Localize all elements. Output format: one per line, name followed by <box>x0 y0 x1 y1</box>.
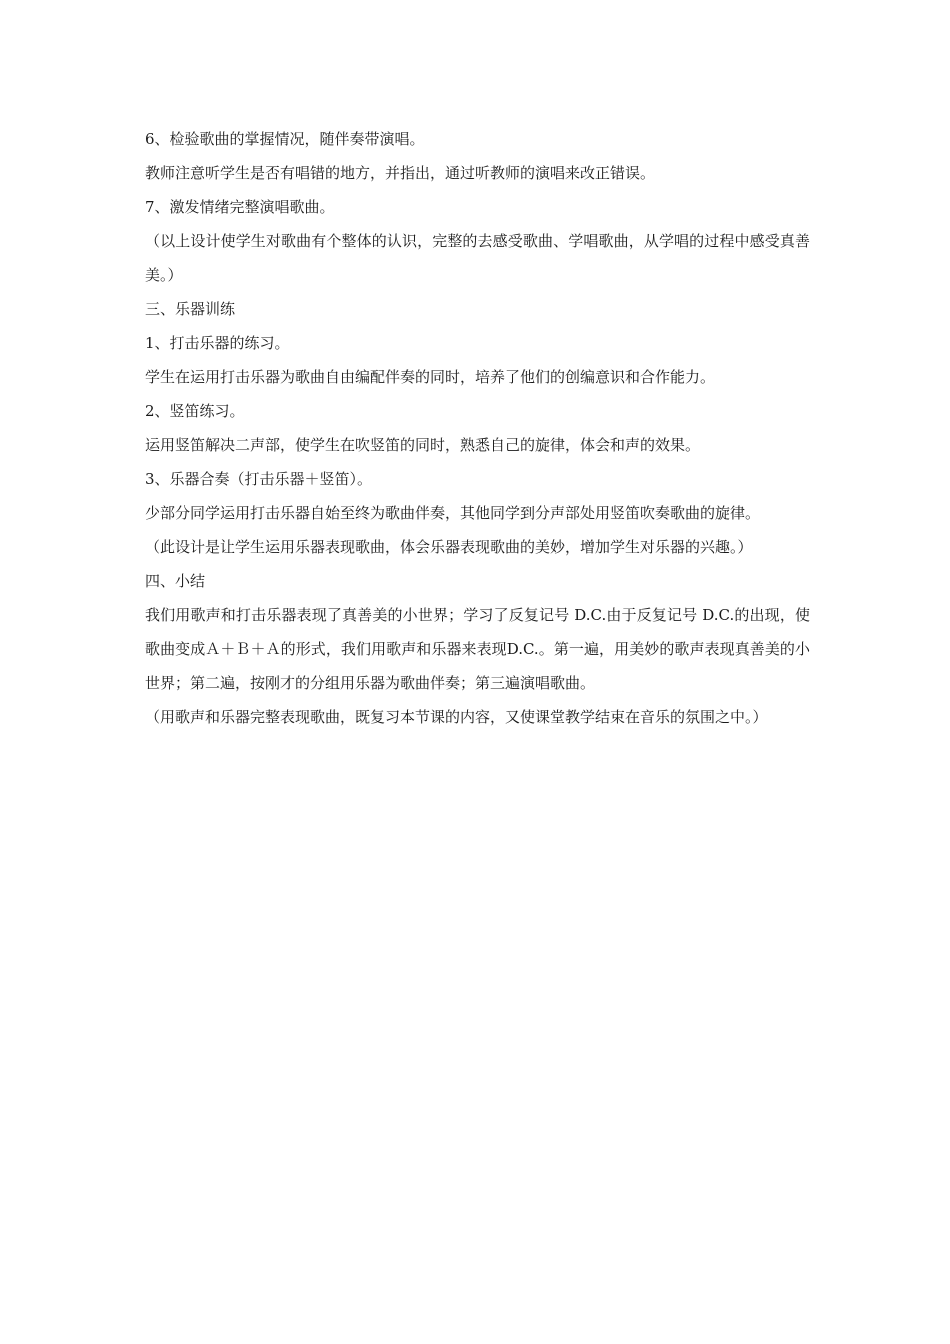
design-note-1: （以上设计使学生对歌曲有个整体的认识，完整的去感受歌曲、学唱歌曲，从学唱的过程中感受真善美。） <box>145 232 810 284</box>
section-4-heading: 四、小结 <box>145 572 206 590</box>
item-2-heading: 2、竖笛练习。 <box>145 402 245 420</box>
step-6-heading: 6、检验歌曲的掌握情况，随伴奏带演唱。 <box>145 130 425 148</box>
summary-paragraph: 我们用歌声和打击乐器表现了真善美的小世界；学习了反复记号 D.C.由于反复记号 D.C.的出现，使歌曲变成Ａ＋Ｂ＋Ａ的形式，我们用歌声和乐器来表现D.C.。第一遍，用美妙的歌声表现真善美的小世界；第二遍，按刚才的分组用乐器为歌曲伴奏；第三遍演唱歌曲。 <box>145 606 810 692</box>
design-note-3: （用歌声和乐器完整表现歌曲，既复习本节课的内容，又使课堂教学结束在音乐的氛围之中。） <box>145 708 768 726</box>
section-3-heading: 三、乐器训练 <box>145 300 236 318</box>
item-2-description: 运用竖笛解决二声部，使学生在吹竖笛的同时，熟悉自己的旋律，体会和声的效果。 <box>145 436 701 454</box>
item-3-description: 少部分同学运用打击乐器自始至终为歌曲伴奏，其他同学到分声部处用竖笛吹奏歌曲的旋律。 <box>145 504 761 522</box>
document-body <box>145 122 810 734</box>
item-3-heading: 3、乐器合奏（打击乐器＋竖笛）。 <box>145 470 373 488</box>
item-1-heading: 1、打击乐器的练习。 <box>145 334 290 352</box>
item-1-description: 学生在运用打击乐器为歌曲自由编配伴奏的同时，培养了他们的创编意识和合作能力。 <box>145 368 716 386</box>
design-note-2: （此设计是让学生运用乐器表现歌曲，体会乐器表现歌曲的美妙，增加学生对乐器的兴趣。） <box>145 538 753 556</box>
step-6-description: 教师注意听学生是否有唱错的地方，并指出，通过听教师的演唱来改正错误。 <box>145 164 656 182</box>
step-7-heading: 7、激发情绪完整演唱歌曲。 <box>145 198 335 216</box>
